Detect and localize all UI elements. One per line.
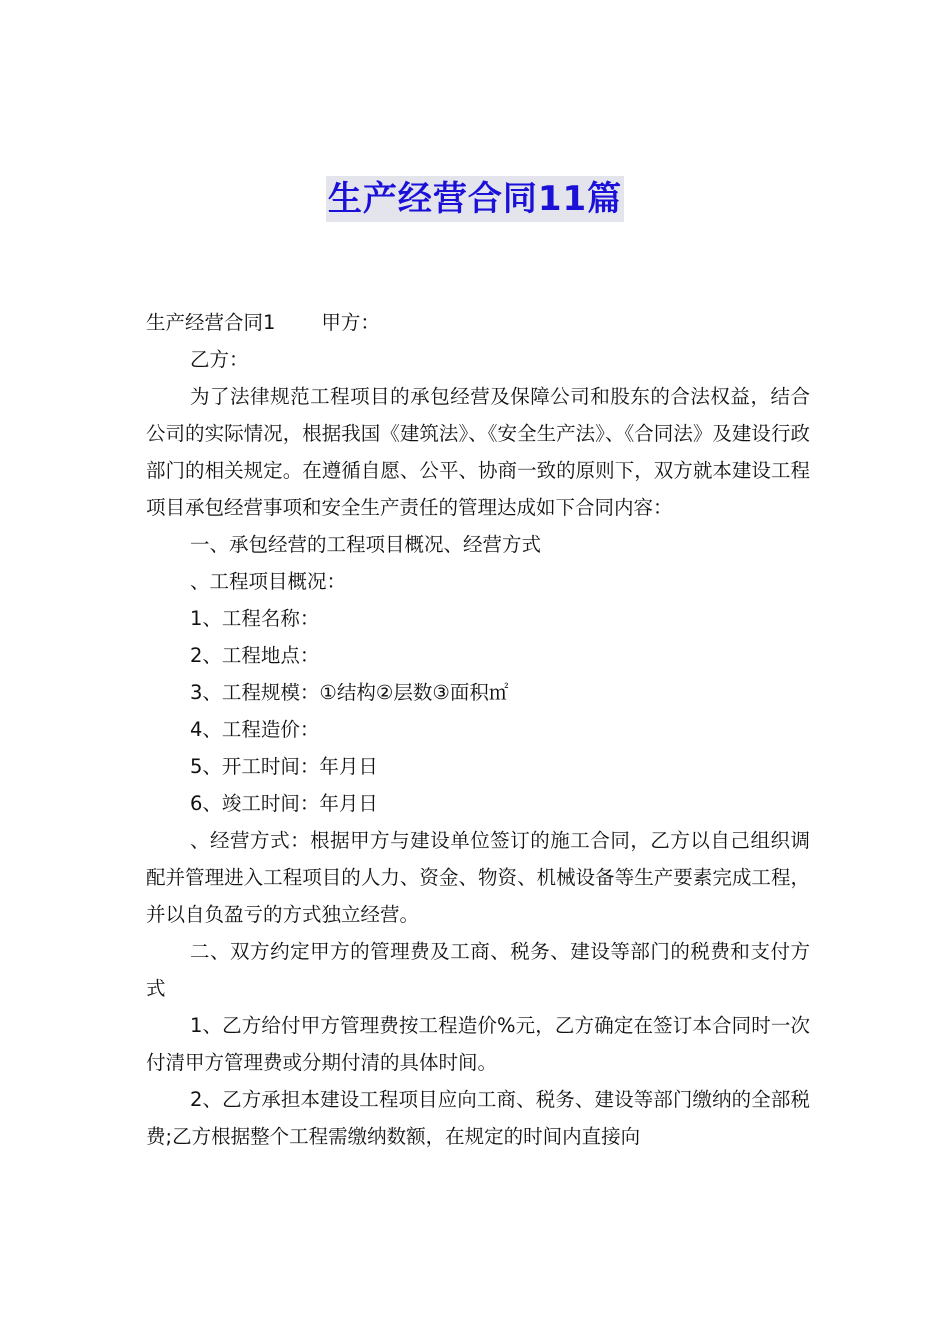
- paragraph: 3、工程规模：①结构②层数③面积㎡: [190, 681, 509, 704]
- paragraph: 、经营方式：根据甲方与建设单位签订的施工合同，乙方以自己组织调配并管理进入工程项目的人力、资金、物资、机械设备等生产要素完成工程，并以自负盈亏的方式独立经营。: [146, 829, 810, 926]
- document-body: [146, 304, 810, 1155]
- paragraph: 2、乙方承担本建设工程项目应向工商、税务、建设等部门缴纳的全部税费;乙方根据整个工程需缴纳数额，在规定的时间内直接向: [146, 1088, 810, 1148]
- title-area: [0, 176, 950, 222]
- section-heading: 生产经营合同1: [146, 311, 276, 334]
- paragraph: 一、承包经营的工程项目概况、经营方式: [190, 533, 542, 556]
- paragraph: 5、开工时间：年月日: [190, 755, 378, 778]
- party-a-label: 甲方：: [321, 311, 380, 334]
- paragraph: 二、双方约定甲方的管理费及工商、税务、建设等部门的税费和支付方式: [146, 940, 810, 1000]
- paragraph: 为了法律规范工程项目的承包经营及保障公司和股东的合法权益，结合公司的实际情况，根据我国《建筑法》、《安全生产法》、《合同法》及建设行政部门的相关规定。在遵循自愿、公平、协商一致的原则下，双方就本建设工程项目承包经营事项和安全生产责任的管理达成如下合同内容：: [146, 385, 810, 519]
- first-line: [146, 304, 810, 341]
- paragraph: 4、工程造价：: [190, 718, 320, 741]
- paragraph: 2、工程地点：: [190, 644, 320, 667]
- paragraph: 1、乙方给付甲方管理费按工程造价%元，乙方确定在签订本合同时一次付清甲方管理费或分期付清的具体时间。: [146, 1014, 810, 1074]
- paragraph: 乙方：: [190, 348, 249, 371]
- paragraph: 6、竣工时间：年月日: [190, 792, 378, 815]
- paragraph: 、工程项目概况：: [190, 570, 347, 593]
- document-title: 生产经营合同11篇: [326, 176, 624, 222]
- paragraph: 1、工程名称：: [190, 607, 320, 630]
